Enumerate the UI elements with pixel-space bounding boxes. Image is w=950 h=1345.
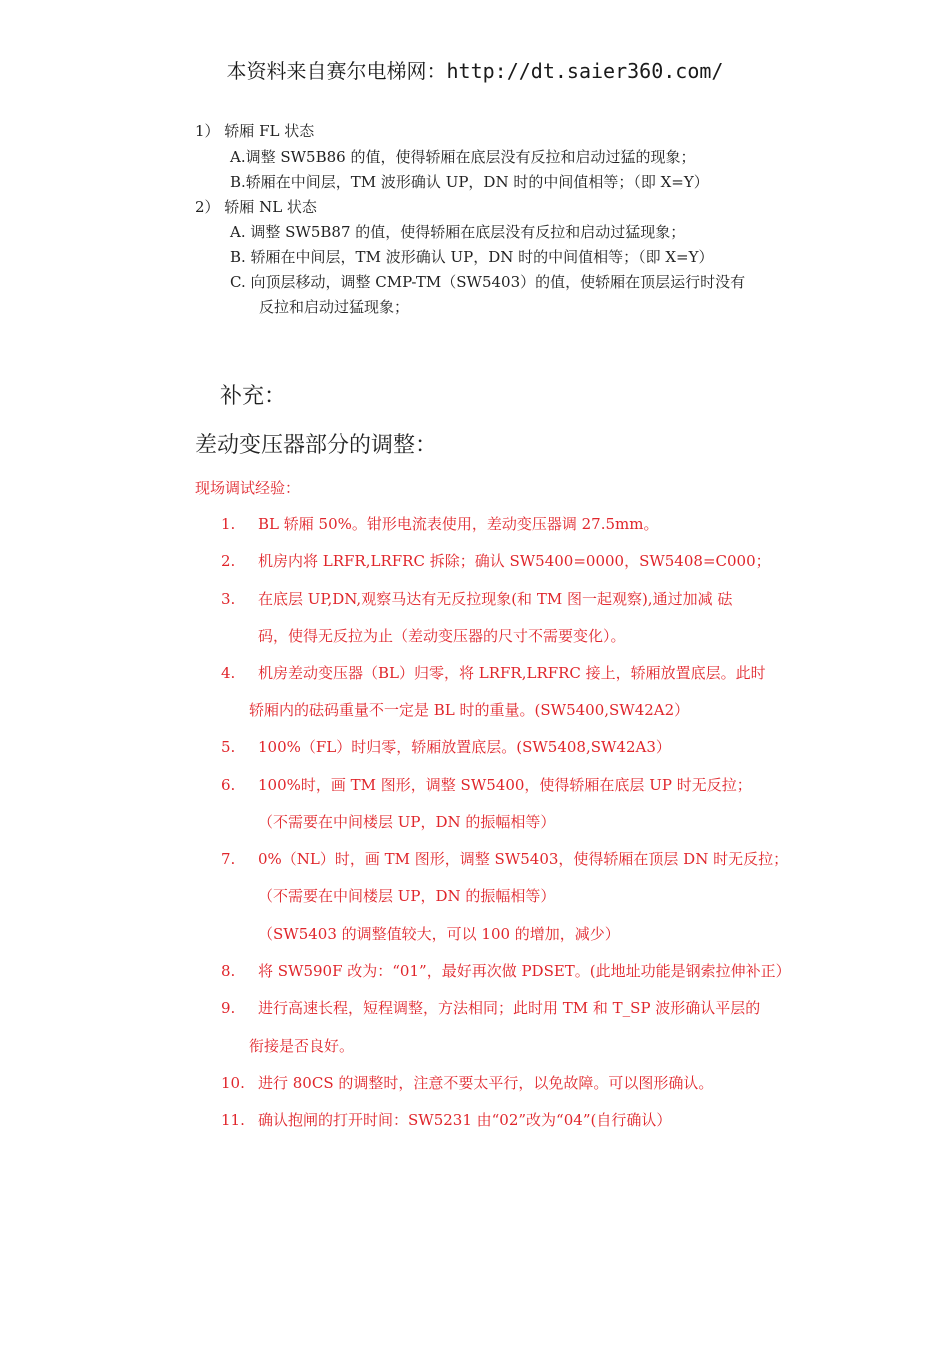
field-experience-label: 现场调试经验：	[195, 479, 301, 497]
step-3-cont: 码，使得无反拉为止（差动变压器的尺寸不需要变化）。	[258, 627, 626, 645]
step-7: 7. 0%（NL）时，画 TM 图形，调整 SW5403，使得轿厢在顶层 DN 时无反拉；	[221, 850, 789, 868]
section1-line-5: A. 调整 SW5B87 的值，使得轿厢在底层没有反拉和启动过猛现象；	[230, 223, 686, 241]
section1-line-7: C. 向顶层移动，调整 CMP-TM（SW5403）的值，使轿厢在顶层运行时没有	[230, 273, 746, 291]
step-4: 4. 机房差动变压器（BL）归零，将 LRFR,LRFRC 接上，轿厢放置底层。此时	[221, 664, 766, 682]
step-9: 9. 进行高速长程，短程调整，方法相同；此时用 TM 和 T_SP 波形确认平层的	[221, 999, 761, 1017]
supplement-title: 补充：	[220, 384, 287, 409]
section1-line-3: B.轿厢在中间层，TM 波形确认 UP，DN 时的中间值相等；（即 X=Y）	[230, 173, 709, 191]
section1-line-4: 2） 轿厢 NL 状态	[195, 198, 317, 216]
step-10: 10. 进行 80CS 的调整时，注意不要太平行，以免故障。可以图形确认。	[221, 1074, 714, 1092]
section1-line-8: 反拉和启动过猛现象；	[259, 298, 410, 316]
step-7-cont-2: （SW5403 的调整值较大，可以 100 的增加，减少）	[258, 925, 620, 943]
step-6: 6. 100%时，画 TM 图形，调整 SW5400，使得轿厢在底层 UP 时无反拉；	[221, 776, 752, 794]
step-3: 3. 在底层 UP,DN,观察马达有无反拉现象(和 TM 图一起观察),通过加减 砝	[221, 590, 733, 608]
supplement-subtitle: 差动变压器部分的调整：	[195, 433, 438, 458]
step-9-cont: 衔接是否良好。	[249, 1037, 355, 1055]
section1-line-6: B. 轿厢在中间层，TM 波形确认 UP，DN 时的中间值相等；（即 X=Y）	[230, 248, 714, 266]
step-1: 1. BL 轿厢 50%。钳形电流表使用，差动变压器调 27.5mm。	[221, 515, 659, 533]
step-7-cont-1: （不需要在中间楼层 UP，DN 的振幅相等）	[258, 887, 556, 905]
step-2: 2. 机房内将 LRFR,LRFRC 拆除；确认 SW5400=0000，SW5408=C000；	[221, 552, 771, 570]
step-6-cont: （不需要在中间楼层 UP，DN 的振幅相等）	[258, 813, 556, 831]
step-5: 5. 100%（FL）时归零，轿厢放置底层。(SW5408,SW42A3）	[221, 738, 671, 756]
section1-line-2: A.调整 SW5B86 的值，使得轿厢在底层没有反拉和启动过猛的现象；	[230, 148, 696, 166]
step-8: 8. 将 SW590F 改为：“01”，最好再次做 PDSET。(此地址功能是钢索拉伸补正）	[221, 962, 791, 980]
step-4-cont: 轿厢内的砝码重量不一定是 BL 时的重量。(SW5400,SW42A2）	[249, 701, 690, 719]
section1-line-1: 1） 轿厢 FL 状态	[195, 122, 315, 140]
step-11: 11. 确认抱闸的打开时间：SW5231 由“02”改为“04”(自行确认）	[221, 1111, 672, 1129]
source-header: 本资料来自赛尔电梯网：http://dt.saier360.com/	[226, 59, 724, 83]
